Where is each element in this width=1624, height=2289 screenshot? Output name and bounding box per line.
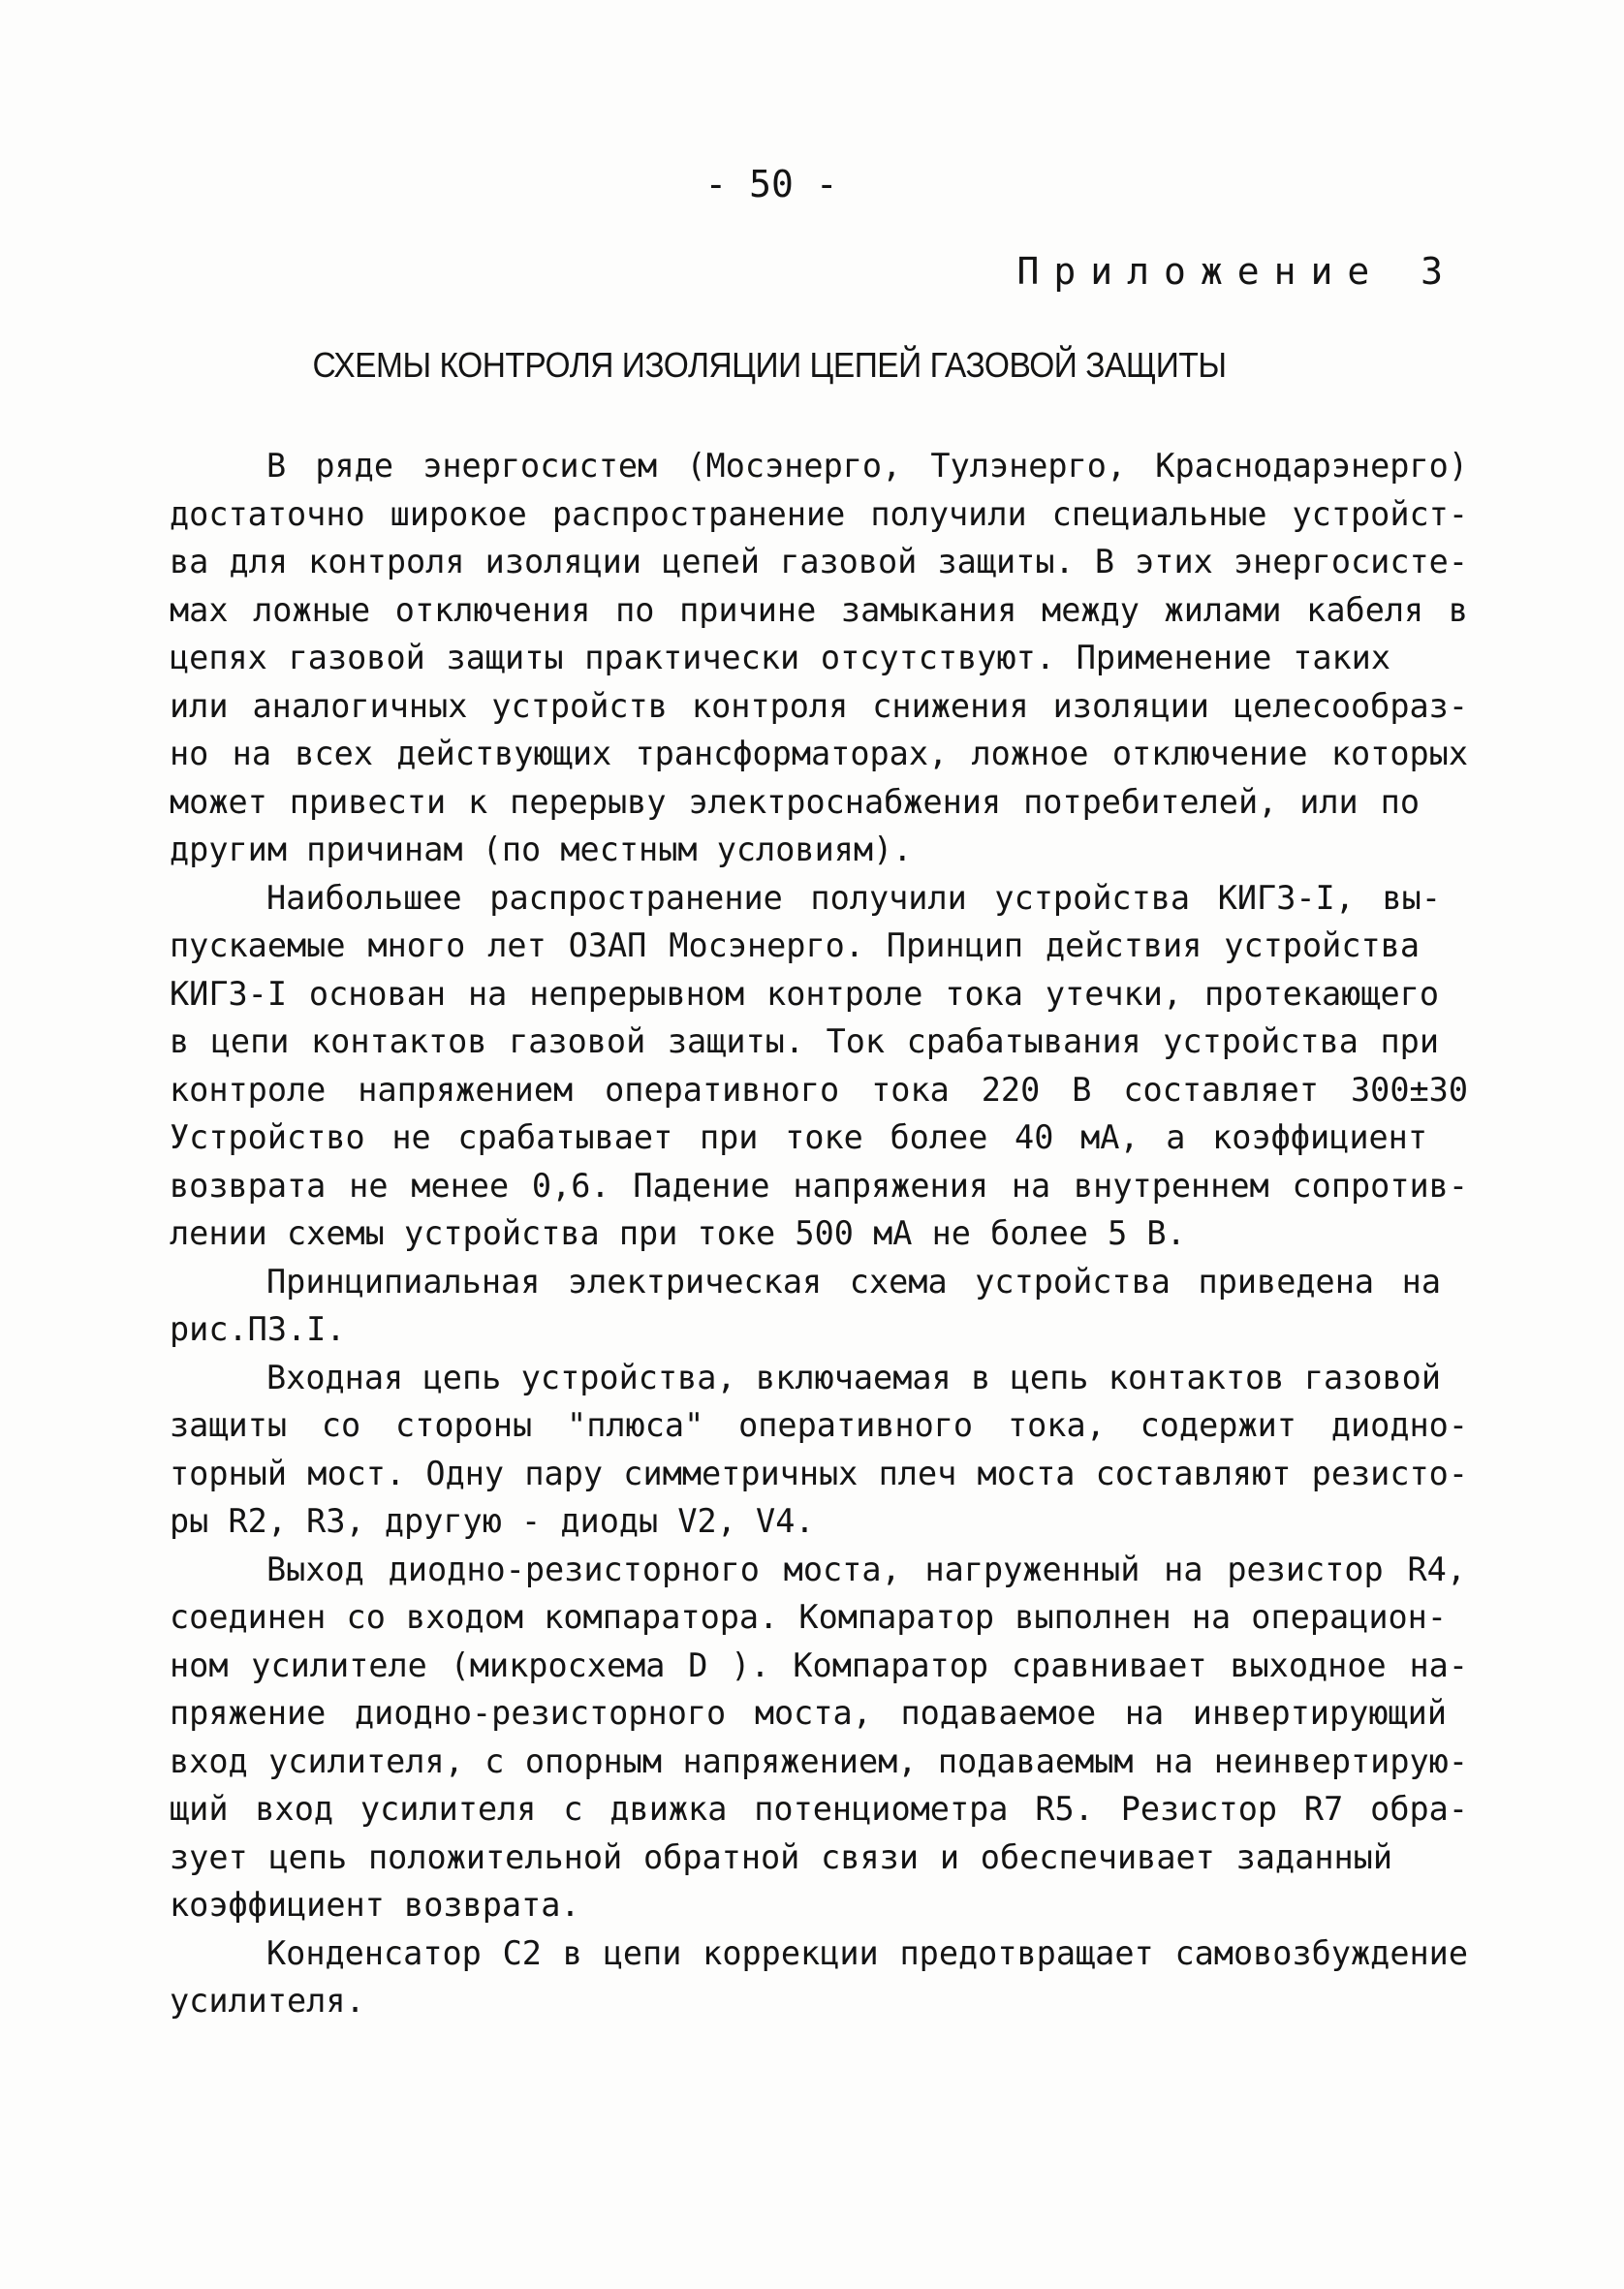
- text-line: пускаемые много лет ОЗАП Мосэнерго. Принцип действия устройства: [170, 926, 1420, 964]
- text-line: ры R2, R3, другую - диоды V2, V4.: [170, 1502, 815, 1540]
- document-title: СХЕМЫ КОНТРОЛЯ ИЗОЛЯЦИИ ЦЕПЕЙ ГАЗОВОЙ ЗАЩИТЫ: [312, 345, 1227, 385]
- text-line: торный мост. Одну пару симметричных плеч моста составляют резисто-: [170, 1454, 1468, 1492]
- text-line: контроле напряжением оперативного тока 220 В составляет 300±30: [170, 1070, 1468, 1109]
- text-line: или аналогичных устройств контроля снижения изоляции целесообраз-: [170, 686, 1468, 725]
- text-line: защиты со стороны "плюса" оперативного тока, содержит диодно-: [170, 1406, 1468, 1444]
- text-line: ва для контроля изоляции цепей газовой защиты. В этих энергосисте-: [170, 543, 1468, 580]
- text-line: но на всех действующих трансформаторах, ложное отключение которых: [170, 735, 1468, 772]
- paragraph: [170, 442, 1468, 874]
- appendix-label: Приложение 3: [1016, 250, 1457, 293]
- text-line: пряжение диодно-резисторного моста, подаваемое на инвертирующий: [170, 1694, 1447, 1732]
- text-line: вход усилителя, с опорным напряжением, подаваемым на неинвертирую-: [170, 1741, 1468, 1780]
- page-number: - 50 -: [704, 163, 838, 205]
- text-line: возврата не менее 0,6. Падение напряжения на внутреннем сопротив-: [170, 1166, 1468, 1205]
- text-line: лении схемы устройства при токе 500 мА не более 5 В.: [170, 1214, 1186, 1252]
- text-line: может привести к перерыву электроснабжения потребителей, или по: [170, 782, 1420, 821]
- text-line: Принципиальная электрическая схема устройства приведена на: [266, 1262, 1441, 1301]
- paragraph: [170, 874, 1468, 1258]
- text-line: КИГЗ-I основан на непрерывном контроле тока утечки, протекающего: [170, 974, 1439, 1013]
- text-line: зует цепь положительной обратной связи и обеспечивает заданный: [170, 1837, 1392, 1876]
- text-line: Входная цепь устройства, включаемая в цепь контактов газовой: [266, 1358, 1441, 1396]
- text-line: Устройство не срабатывает при токе более 40 мА, а коэффициент: [170, 1118, 1427, 1156]
- text-line: соединен со входом компаратора. Компаратор выполнен на операцион-: [170, 1598, 1447, 1636]
- paragraph: [170, 1546, 1468, 1929]
- body-text: [170, 442, 1468, 2025]
- text-line: в цепи контактов газовой защиты. Ток срабатывания устройства при: [170, 1022, 1439, 1060]
- text-line: Наибольшее распространение получили устройства КИГЗ-I, вы-: [266, 878, 1441, 917]
- text-line: рис.П3.I.: [170, 1310, 346, 1348]
- text-line: мах ложные отключения по причине замыкания между жилами кабеля в: [170, 590, 1468, 629]
- text-line: достаточно широкое распространение получили специальные устройст-: [170, 494, 1468, 533]
- text-line: другим причинам (по местным условиям).: [170, 831, 913, 868]
- text-line: Выход диодно-резисторного моста, нагруженный на резистор R4,: [266, 1550, 1466, 1588]
- paragraph: [170, 1929, 1468, 2025]
- text-line: В ряде энергосистем (Мосэнерго, Тулэнерго, Краснодарэнерго): [266, 447, 1468, 485]
- text-line: ном усилителе (микросхема D ). Компаратор сравнивает выходное на-: [170, 1646, 1468, 1684]
- paragraph: [170, 1354, 1468, 1546]
- text-line: коэффициент возврата.: [170, 1886, 580, 1924]
- paragraph: [170, 1258, 1468, 1354]
- text-line: усилителя.: [170, 1982, 365, 2020]
- text-line: щий вход усилителя с движка потенциометра R5. Резистор R7 обра-: [170, 1790, 1468, 1828]
- text-line: цепях газовой защиты практически отсутствуют. Применение таких: [170, 639, 1390, 676]
- text-line: Конденсатор С2 в цепи коррекции предотвращает самовозбуждение: [266, 1933, 1468, 1972]
